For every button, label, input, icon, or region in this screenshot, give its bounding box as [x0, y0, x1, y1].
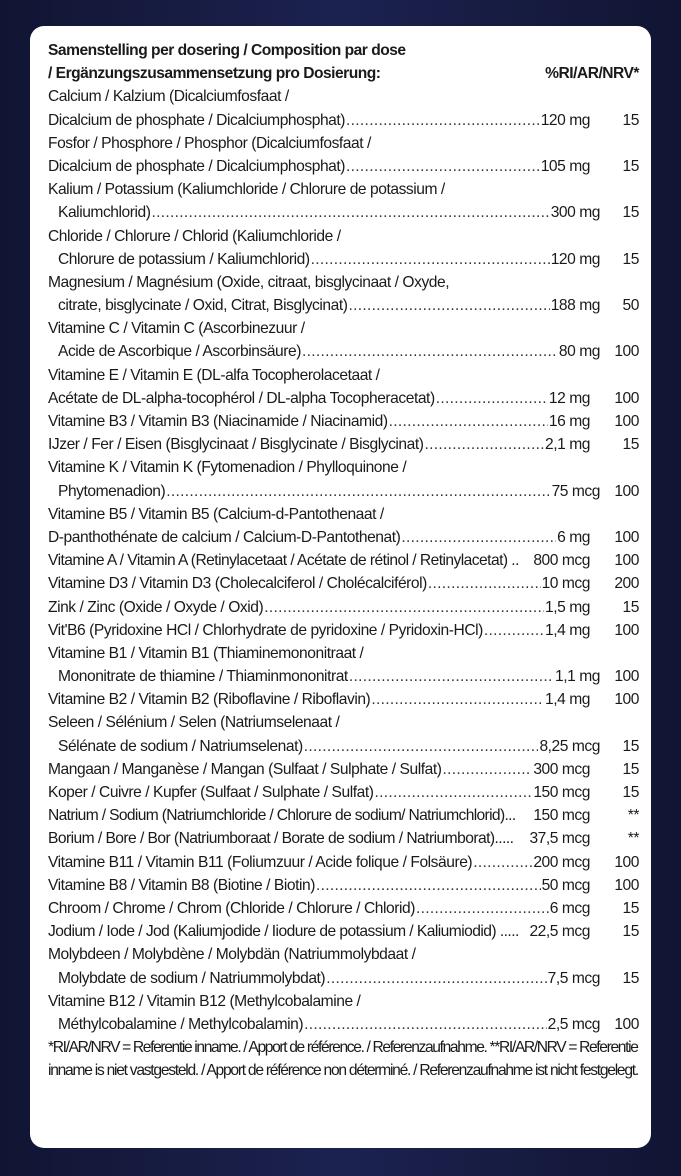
ingredient-source: Mangaan / Manganèse / Mangan (Sulfaat / Sulphate / Sulfat) [48, 760, 442, 778]
dot-leader-line [48, 665, 600, 688]
ingredient-percent: 100 [614, 343, 639, 361]
ingredient-amount-line [48, 155, 644, 178]
ingredient-percent: 100 [614, 853, 639, 871]
dot-leader-line [48, 758, 590, 781]
ingredient-row [48, 410, 644, 433]
ingredient-amount-line [48, 248, 644, 271]
dot-leader-line [48, 688, 590, 711]
header-line-1 [48, 39, 644, 62]
ingredient-source: Chlorure de potassium / Kaliumchlorid) [58, 250, 310, 268]
dot-leader [304, 735, 539, 758]
ingredient-name: Calcium / Kalzium (Dicalciumfosfaat / [48, 88, 289, 106]
dot-leader-line [48, 410, 590, 433]
dot-leader-line [48, 201, 600, 224]
dot-leader-line [48, 1013, 600, 1036]
ingredient-percent: 15 [622, 111, 639, 129]
dot-leader-line [48, 294, 600, 317]
dot-leader-line [48, 433, 590, 456]
ingredient-name: Vitamine B12 / Vitamin B12 (Methylcobalamine / [48, 992, 361, 1010]
ingredient-name: Molybdeen / Molybdène / Molybdän (Natriummolybdaat / [48, 946, 416, 964]
ingredient-source: Koper / Cuivre / Kupfer (Sulfaat / Sulphate / Sulfat) [48, 784, 374, 801]
ingredient-amount: 75 mcg [551, 482, 600, 500]
ingredient-name: Seleen / Sélénium / Selen (Natriumselenaat / [48, 714, 340, 732]
dot-leader [374, 781, 532, 804]
ingredient-amount: 2,5 mcg [547, 1015, 600, 1033]
ingredient-source: Chroom / Chrome / Chrom (Chloride / Chlorure / Chlorid) [48, 899, 415, 917]
ingredient-percent: 15 [622, 436, 639, 454]
dot-leader-line [48, 781, 590, 804]
ingredient-amount-line [48, 827, 644, 850]
ingredient-name-line [48, 317, 644, 340]
ingredient-percent: 15 [622, 157, 639, 175]
ingredient-row [48, 225, 644, 271]
dot-leader [473, 851, 532, 874]
ingredient-row [48, 619, 644, 642]
ingredient-amount: 150 mcg [533, 784, 590, 801]
ingredient-amount: 50 mcg [541, 876, 590, 894]
ingredient-amount: 800 mcg [533, 552, 590, 570]
ingredient-source: Acide de Ascorbique / Ascorbinsäure) [58, 343, 301, 361]
ingredient-amount-line [48, 340, 644, 363]
ingredient-amount-line [48, 387, 644, 410]
ingredient-amount: 12 mg [548, 389, 590, 407]
ingredient-name-line [48, 456, 644, 479]
ingredient-name-line [48, 990, 644, 1013]
ingredient-amount: 120 mg [540, 111, 590, 129]
ingredient-row [48, 132, 644, 178]
ingredient-amount-line [48, 410, 644, 433]
dot-leader-line [48, 155, 590, 178]
dot-leader-line [48, 897, 590, 920]
ingredient-name-line [48, 132, 644, 155]
dot-leader [371, 688, 544, 711]
ingredient-amount: 6 mg [557, 528, 590, 546]
ingredient-source: Vitamine D3 / Vitamin D3 (Cholecalciferol / Cholécalciférol) [48, 575, 427, 593]
ingredient-amount-line [48, 480, 644, 503]
footnote-text-1: *RI/AR/NRV = Referentie inname. / Apport de référence. / Referenzaufnahme. **RI/AR/NRV = Referentie [48, 1039, 638, 1057]
ingredient-percent: 15 [622, 250, 639, 268]
dot-leader [442, 758, 532, 781]
ingredient-row [48, 990, 644, 1036]
ingredient-row [48, 364, 644, 410]
ingredient-row [48, 781, 644, 804]
dot-leader [302, 340, 558, 363]
dot-leader [152, 201, 550, 224]
ingredient-percent: ** [627, 807, 639, 825]
dot-leader-line [48, 967, 600, 990]
ingredient-amount-line [48, 758, 644, 781]
dot-leader [428, 572, 541, 595]
ingredient-name: Magnesium / Magnésium (Oxide, citraat, bisglycinaat / Oxyde, [48, 273, 450, 291]
ingredient-percent: 15 [622, 598, 639, 616]
dot-leader [425, 433, 545, 456]
dot-leader [436, 387, 548, 410]
ingredient-amount: 2,1 mg [545, 436, 590, 454]
ingredient-amount: 1,1 mg [555, 668, 600, 686]
ingredient-amount-line [48, 549, 644, 572]
ingredient-row [48, 711, 644, 757]
ingredient-name: Vitamine B1 / Vitamin B1 (Thiaminemononitraat / [48, 644, 364, 662]
ingredient-percent: 100 [614, 482, 639, 500]
ingredient-row [48, 920, 644, 943]
ingredient-name-line [48, 711, 644, 734]
dot-leader [348, 294, 549, 317]
ingredient-percent: 15 [622, 204, 639, 222]
dot-leader-line [48, 874, 590, 897]
ingredient-row [48, 851, 644, 874]
ingredient-source: Vitamine B2 / Vitamin B2 (Riboflavine / Riboflavin) [48, 691, 371, 709]
dot-leader [416, 897, 549, 920]
ingredient-source: Vit'B6 (Pyridoxine HCl / Chlorhydrate de pyridoxine / Pyridoxin-HCl) [48, 621, 483, 639]
dot-leader-line [48, 920, 590, 943]
ingredient-percent: 200 [614, 575, 639, 593]
ingredient-name-line [48, 642, 644, 665]
ingredient-name-line [48, 503, 644, 526]
ingredient-row [48, 804, 644, 827]
dot-leader [304, 1013, 547, 1036]
dot-leader-line [48, 619, 590, 642]
ingredient-amount: 1,4 mg [545, 691, 590, 709]
ingredient-amount-line [48, 596, 644, 619]
dot-leader-line [48, 851, 590, 874]
ingredient-row [48, 897, 644, 920]
footnote-line-1 [48, 1036, 644, 1059]
dot-leader-line [48, 480, 600, 503]
ingredient-row [48, 827, 644, 850]
ingredient-rows [48, 85, 644, 1036]
ingredient-amount: 8,25 mcg [539, 737, 600, 755]
dot-leader-line [48, 827, 590, 850]
ingredient-name: Kalium / Potassium (Kaliumchloride / Chlorure de potassium / [48, 181, 445, 199]
ingredient-row [48, 596, 644, 619]
ingredient-amount-line [48, 967, 644, 990]
ingredient-amount: 37,5 mcg [529, 830, 590, 848]
ingredient-percent: 100 [614, 552, 639, 570]
ingredient-amount: 120 mg [550, 250, 600, 268]
ingredient-source: Zink / Zinc (Oxide / Oxyde / Oxid) [48, 598, 264, 616]
dot-leader-line [48, 526, 590, 549]
dot-leader [264, 596, 544, 619]
ingredient-amount: 1,4 mg [545, 621, 590, 639]
ingredient-percent: 100 [614, 691, 639, 709]
dot-leader [166, 480, 550, 503]
ingredient-row [48, 317, 644, 363]
ingredient-source: Vitamine B3 / Vitamin B3 (Niacinamide / Niacinamid) [48, 413, 388, 430]
ingredient-row [48, 549, 644, 572]
ingredient-source: Molybdate de sodium / Natriummolybdat) [58, 969, 326, 987]
ingredient-row [48, 178, 644, 224]
ingredient-amount-line [48, 665, 644, 688]
ingredient-percent: 100 [614, 621, 639, 639]
ingredient-amount: 16 mg [548, 413, 590, 430]
ingredient-name-line [48, 85, 644, 108]
dot-leader [326, 967, 546, 990]
ingredient-source: Dicalcium de phosphate / Dicalciumphosphat) [48, 157, 346, 175]
ingredient-source: Acétate de DL-alpha-tocophérol / DL-alpha Tocopheracetat) [48, 389, 435, 407]
ingredient-amount: 80 mg [558, 343, 600, 361]
ingredient-row [48, 642, 644, 688]
ingredient-percent: 15 [622, 969, 639, 987]
ingredient-amount-line [48, 201, 644, 224]
ingredient-source: Natrium / Sodium (Natriumchloride / Chlorure de sodium/ Natriumchlorid)... [48, 807, 516, 825]
ingredient-source: Mononitrate de thiamine / Thiaminmononitrat [58, 668, 348, 686]
ingredient-source: citrate, bisglycinate / Oxid, Citrat, Bisglycinat) [58, 297, 348, 315]
ingredient-amount: 7,5 mcg [547, 969, 600, 987]
ingredient-source: Vitamine B11 / Vitamin B11 (Foliumzuur / Acide folique / Folsäure) [48, 853, 473, 871]
ingredient-percent: 100 [614, 1015, 639, 1033]
footnote-text-2: inname is niet vastgesteld. / Apport de référence non déterminé. / Referenzaufnahme ist nicht festgelegt. [48, 1062, 638, 1080]
header-subtitle: / Ergänzungszusammensetzung pro Dosierung: [48, 65, 381, 83]
header-column-label: %RI/AR/NRV* [545, 65, 639, 83]
dot-leader [401, 526, 556, 549]
ingredient-name: Chloride / Chlorure / Chlorid (Kaliumchloride / [48, 227, 341, 245]
dot-leader-line [48, 735, 600, 758]
dot-leader-line [48, 572, 590, 595]
ingredient-name-line [48, 225, 644, 248]
dot-leader [346, 155, 540, 178]
ingredient-source: Dicalcium de phosphate / Dicalciumphosphat) [48, 111, 346, 129]
composition-table [48, 39, 644, 1082]
ingredient-amount-line [48, 897, 644, 920]
ingredient-amount: 150 mcg [533, 807, 590, 825]
ingredient-percent: 100 [614, 389, 639, 407]
ingredient-amount: 300 mg [550, 204, 600, 222]
ingredient-percent: 15 [622, 737, 639, 755]
ingredient-amount: 1,5 mg [545, 598, 590, 616]
ingredient-row [48, 943, 644, 989]
ingredient-amount-line [48, 572, 644, 595]
ingredient-name-line [48, 364, 644, 387]
ingredient-source: Sélénate de sodium / Natriumselenat) [58, 737, 303, 755]
ingredient-percent: 15 [622, 923, 639, 941]
ingredient-amount: 105 mg [540, 157, 590, 175]
ingredient-source: D-panthothénate de calcium / Calcium-D-Pantothenat) [48, 528, 401, 546]
ingredient-name-line [48, 178, 644, 201]
ingredient-amount-line [48, 526, 644, 549]
ingredient-source: Kaliumchlorid) [58, 204, 151, 222]
header-title: Samenstelling per dosering / Composition par dose [48, 42, 406, 59]
ingredient-percent: 100 [614, 668, 639, 686]
ingredient-amount: 10 mcg [541, 575, 590, 593]
ingredient-amount-line [48, 619, 644, 642]
dot-leader [316, 874, 541, 897]
ingredient-amount-line [48, 109, 644, 132]
ingredient-amount-line [48, 851, 644, 874]
ingredient-amount: 300 mcg [533, 760, 590, 778]
ingredient-name: Vitamine K / Vitamin K (Fytomenadion / Phylloquinone / [48, 459, 407, 477]
ingredient-amount-line [48, 433, 644, 456]
ingredient-row [48, 503, 644, 549]
ingredient-row [48, 456, 644, 502]
ingredient-name: Vitamine E / Vitamin E (DL-alfa Tocopherolacetaat / [48, 366, 380, 384]
footnote-line-2 [48, 1059, 644, 1082]
ingredient-row [48, 85, 644, 131]
dot-leader [484, 619, 544, 642]
ingredient-percent: 50 [622, 297, 639, 315]
ingredient-source: IJzer / Fer / Eisen (Bisglycinaat / Bisglycinate / Bisglycinat) [48, 436, 424, 454]
ingredient-amount-line [48, 688, 644, 711]
ingredient-source: Vitamine B8 / Vitamin B8 (Biotine / Biotin) [48, 876, 315, 894]
dot-leader [346, 109, 540, 132]
dot-leader-line [48, 109, 590, 132]
ingredient-source: Phytomenadion) [58, 482, 166, 500]
dot-leader [349, 665, 554, 688]
nutrition-panel [30, 26, 651, 1148]
ingredient-amount-line [48, 920, 644, 943]
ingredient-percent: 100 [614, 876, 639, 894]
ingredient-percent: 100 [614, 413, 639, 430]
ingredient-row [48, 688, 644, 711]
ingredient-name-line [48, 271, 644, 294]
ingredient-source: Méthylcobalamine / Methylcobalamin) [58, 1015, 304, 1033]
ingredient-amount-line [48, 874, 644, 897]
dot-leader-line [48, 248, 600, 271]
ingredient-amount: 6 mcg [549, 899, 590, 917]
ingredient-source: Borium / Bore / Bor (Natriumboraat / Borate de sodium / Natriumborat)..... [48, 830, 514, 848]
ingredient-row [48, 433, 644, 456]
ingredient-amount-line [48, 781, 644, 804]
dot-leader-line [48, 804, 590, 827]
ingredient-amount-line [48, 804, 644, 827]
ingredient-amount: 22,5 mcg [529, 923, 590, 941]
ingredient-percent: 15 [622, 760, 639, 778]
dot-leader [311, 248, 550, 271]
dot-leader-line [48, 596, 590, 619]
ingredient-row [48, 271, 644, 317]
ingredient-row [48, 874, 644, 897]
ingredient-source: Vitamine A / Vitamin A (Retinylacetaat / Acétate de rétinol / Retinylacetat) .. [48, 552, 519, 570]
ingredient-row [48, 758, 644, 781]
dot-leader-line [48, 340, 600, 363]
ingredient-percent: 15 [622, 784, 639, 801]
header-line-2 [48, 62, 644, 85]
ingredient-percent: 15 [622, 899, 639, 917]
ingredient-percent: 100 [614, 528, 639, 546]
ingredient-name: Fosfor / Phosphore / Phosphor (Dicalciumfosfaat / [48, 134, 371, 152]
ingredient-source: Jodium / Iode / Jod (Kaliumjodide / Iiodure de potassium / Kaliumiodid) ..... [48, 923, 519, 941]
ingredient-name: Vitamine B5 / Vitamin B5 (Calcium-d-Pantothenaat / [48, 505, 384, 523]
ingredient-amount: 188 mg [550, 297, 600, 315]
ingredient-amount-line [48, 1013, 644, 1036]
ingredient-amount-line [48, 294, 644, 317]
dot-leader-line [48, 387, 590, 410]
dot-leader-line [48, 549, 590, 572]
ingredient-name-line [48, 943, 644, 966]
ingredient-percent: ** [627, 830, 639, 848]
ingredient-name: Vitamine C / Vitamin C (Ascorbinezuur / [48, 320, 305, 338]
ingredient-amount-line [48, 735, 644, 758]
dot-leader [389, 410, 548, 433]
ingredient-row [48, 572, 644, 595]
ingredient-amount: 200 mcg [533, 853, 590, 871]
